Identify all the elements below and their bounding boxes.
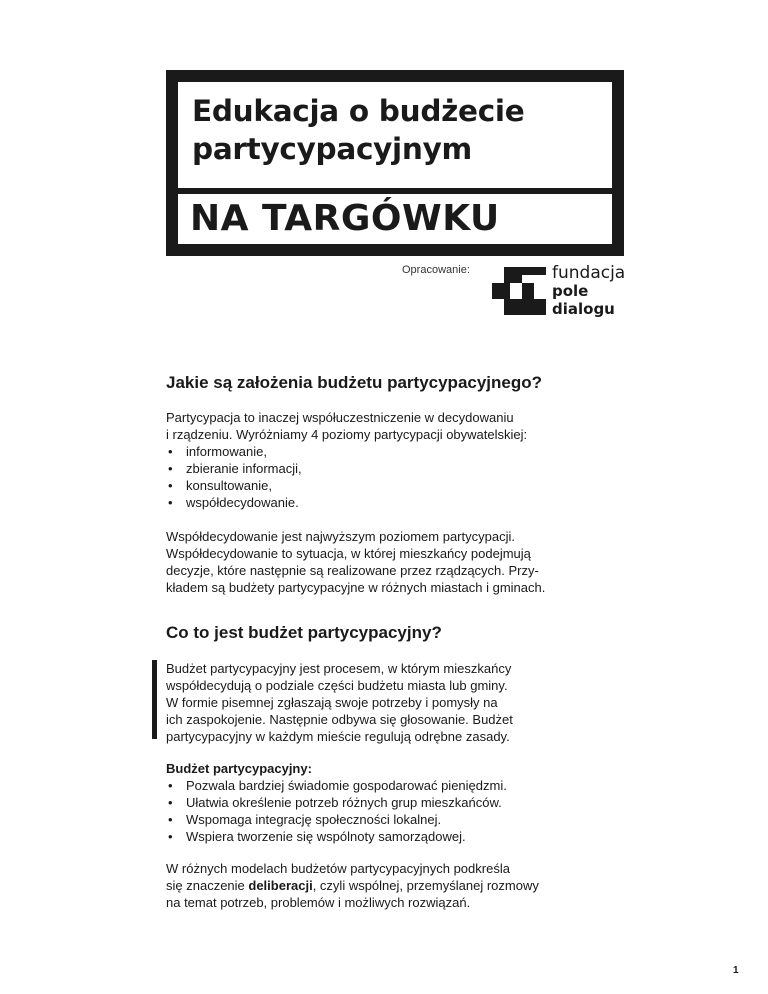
list-item: • zbieranie informacji,	[166, 460, 302, 477]
logo-text	[552, 264, 625, 318]
section1-intro-line-2: i rządzeniu. Wyróżniamy 4 poziomy partycypacji obywatelskiej:	[166, 427, 528, 442]
section2-para1-line-5: partycypacyjny w każdym mieście regulują odrębne zasady.	[166, 729, 510, 744]
section1-para2-line-4: kładem są budżety partycypacyjne w różnych miastach i gminach.	[166, 580, 546, 595]
section2-final-paragraph	[166, 860, 636, 911]
logo-line-3: dialogu	[552, 300, 615, 318]
section1-intro-line-1: Partycypacja to inaczej współuczestniczenie w decydowaniu	[166, 410, 514, 425]
section2-final-line-1: W różnych modelach budżetów partycypacyjnych podkreśla	[166, 861, 510, 876]
section1-paragraph-2	[166, 528, 636, 596]
logo-line-2: pole	[552, 282, 589, 300]
title-line-2: partycypacyjnym	[192, 132, 472, 166]
section2-para1-line-2: współdecydują o podziale części budżetu miasta lub gminy.	[166, 678, 508, 693]
accent-side-bar	[152, 660, 157, 739]
section1-intro	[166, 409, 636, 443]
section2-para1-line-4: ich zaspokojenie. Następnie odbywa się głosowanie. Budżet	[166, 712, 513, 727]
section2-paragraph-1	[166, 660, 636, 745]
list-item: • Wspomaga integrację społeczności lokalnej.	[166, 811, 507, 828]
section1-para2-line-2: Współdecydowanie to sytuacja, w której mieszkańcy podejmują	[166, 546, 531, 561]
section2-para1-line-3: W formie pisemnej zgłaszają swoje potrzeby i pomysły na	[166, 695, 498, 710]
list-item: • współdecydowanie.	[166, 494, 302, 511]
credit-label: Opracowanie:	[402, 264, 470, 276]
fundacja-logo-icon	[492, 267, 546, 315]
section2-heading: Co to jest budżet partycypacyjny?	[166, 623, 442, 642]
section1-para2-line-1: Współdecydowanie jest najwyższym poziomem partycypacji.	[166, 529, 515, 544]
section2-final-line-2-post: , czyli wspólnej, przemyślanej rozmowy	[312, 878, 539, 893]
title-bottom-panel	[178, 194, 612, 244]
list-item: • Ułatwia określenie potrzeb różnych grup mieszkańców.	[166, 794, 507, 811]
section2-list-heading: Budżet partycypacyjny:	[166, 761, 312, 776]
list-item: • Wspiera tworzenie się wspólnoty samorządowej.	[166, 828, 507, 845]
title-box	[166, 70, 624, 256]
participation-levels-list	[166, 443, 302, 511]
section1-para2-line-3: decyzje, które następnie są realizowane przez rządzących. Przy-	[166, 563, 539, 578]
document-title	[192, 92, 602, 168]
list-item: • konsultowanie,	[166, 477, 302, 494]
section2-final-line-3: na temat potrzeb, problemów i możliwych rozwiązań.	[166, 895, 471, 910]
section1-heading: Jakie są założenia budżetu partycypacyjnego?	[166, 373, 543, 392]
logo-line-1: fundacja	[552, 263, 626, 283]
section2-final-line-2-pre: się znaczenie	[166, 878, 249, 893]
page-number: 1	[733, 965, 739, 976]
list-item: • informowanie,	[166, 443, 302, 460]
document-subtitle: NA TARGÓWKU	[190, 198, 500, 239]
deliberation-term: deliberacji	[248, 878, 313, 893]
title-top-panel	[178, 82, 612, 188]
title-line-1: Edukacja o budżecie	[192, 94, 525, 128]
section2-para1-line-1: Budżet partycypacyjny jest procesem, w którym mieszkańcy	[166, 661, 512, 676]
benefits-list	[166, 777, 507, 845]
list-item: • Pozwala bardziej świadomie gospodarować pieniędzmi.	[166, 777, 507, 794]
